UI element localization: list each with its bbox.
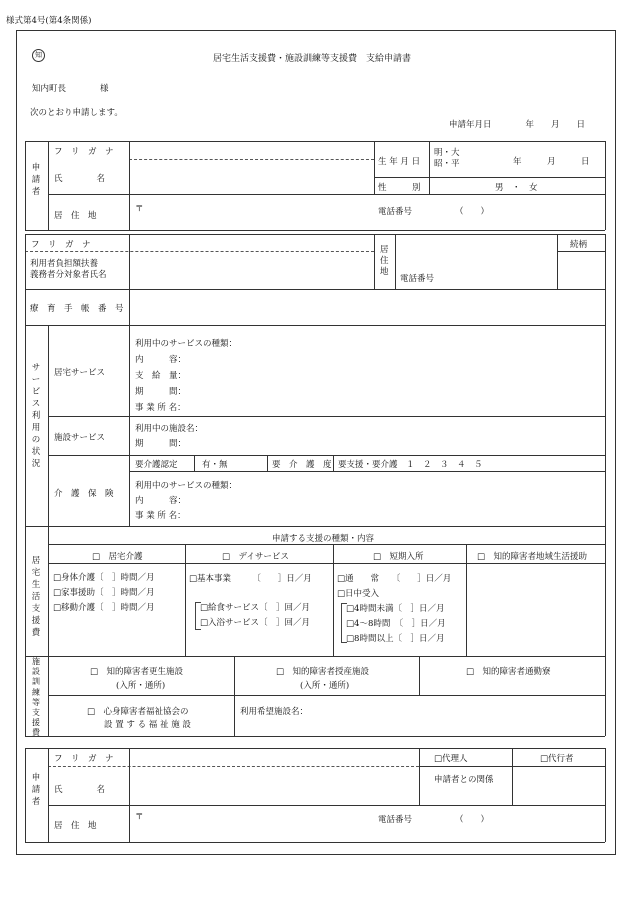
applicant2-furigana-label: フ リ ガ ナ	[54, 754, 114, 764]
col3-sub-item: □4時間未満〔 ］日／月	[346, 604, 445, 614]
facility-opt1: □ 知的障害者更生施設	[90, 667, 184, 677]
col2-title: □ デイサービス	[222, 552, 289, 562]
col2-main: □基本事業 〔 ］日／月	[189, 574, 312, 584]
col1-item: □身体介護〔 ］時間／月	[53, 573, 155, 583]
facility-service-label: 施設サービス	[54, 433, 106, 443]
col3-sub	[346, 602, 446, 647]
seal-mark	[32, 49, 45, 62]
col1-item: □家事援助〔 ］時間／月	[53, 588, 155, 598]
col1-item: □移動介護〔 ］時間／月	[53, 603, 155, 613]
form-title: 居宅生活支援費・施設訓練等支援費 支給申請書	[213, 54, 412, 64]
relation-to-applicant-label: 申請者との関係	[434, 775, 494, 785]
col1-title: □ 居宅介護	[92, 552, 143, 562]
obligor-name-label: 利用者負担額扶養 義務者分対象者氏名	[30, 259, 107, 280]
proxy-checkbox[interactable]: □代理人	[434, 754, 468, 764]
facility-line: 利用中の施設名：	[135, 424, 204, 434]
care-level-value: 要支援・要介護 １ ２ ３ ４ ５	[338, 460, 483, 470]
obligor-phone-label: 電話番号	[400, 274, 435, 284]
care-line: 利用中のサービスの種類：	[135, 481, 238, 491]
seal-char: 知	[32, 49, 45, 62]
applicant-furigana-label: フ リ ガ ナ	[54, 147, 114, 157]
applicant2-section-label: 申請者	[31, 773, 41, 807]
col3-sub-item: □4～8時間 〔 ］日／月	[346, 619, 446, 629]
home-service-lines	[135, 336, 237, 416]
col2-sub-item: □給食サービス〔 ］回／月	[200, 603, 311, 613]
applicant2-phone-parens: （ ）	[455, 815, 490, 825]
home-line: 内 容：	[135, 355, 187, 365]
care-cert-label: 要介護認定	[135, 460, 178, 470]
applicant2-phone-label: 電話番号	[378, 815, 413, 825]
form-number: 様式第4号(第4条関係)	[6, 16, 92, 26]
col2-sub	[200, 601, 310, 631]
applicant2-name-label: 氏 名	[54, 785, 106, 795]
care-cert-value: 有・無	[202, 460, 228, 470]
addressee: 知内町長 様	[32, 84, 109, 94]
service-usage-label: サービス利用の状況	[31, 363, 41, 469]
home-line: 期 間：	[135, 387, 187, 397]
col3-main: □通 常 〔 ］日／月	[337, 574, 452, 584]
facility-service-lines	[135, 422, 203, 452]
care-line: 内 容：	[135, 496, 187, 506]
care-lines	[135, 479, 237, 524]
applicant-phone-label: 電話番号	[378, 207, 413, 217]
col2-sub-item: □入浴サービス〔 ］回／月	[200, 618, 311, 628]
birth-era: 明・大 昭・平	[434, 148, 460, 169]
birth-ymd: 年 月 日	[513, 157, 590, 167]
facility-opt2: □ 知的障害者授産施設	[276, 667, 370, 677]
facility-opt2-sub: (入所・通所)	[300, 681, 350, 691]
care-level-label: 要 介 護 度	[272, 460, 332, 470]
obligor-residence-label: 居 住 地	[380, 245, 389, 277]
facility-opt1-sub: (入所・通所)	[116, 681, 166, 691]
care-line: 事 業 所 名：	[135, 511, 186, 521]
agent-checkbox[interactable]: □代行者	[540, 754, 574, 764]
relation-label: 続柄	[570, 240, 588, 250]
col3-sub-item: □8時間以上〔 ］日／月	[346, 634, 445, 644]
obligor-furigana-label: フ リ ガ ナ	[31, 240, 91, 250]
home-support-label: 居宅生活支援費	[31, 556, 41, 638]
birthdate-label: 生 年 月 日	[378, 157, 421, 167]
facility-line: 期 間：	[135, 439, 187, 449]
applicant2-address-label: 居 住 地	[54, 821, 97, 831]
facility-support-label: 施設訓練等支援費	[32, 657, 40, 738]
intro-text: 次のとおり申請します。	[30, 108, 123, 118]
facility-opt4-line2: 設 置 す る 福 祉 施 設	[104, 720, 191, 730]
care-insurance-label: 介 護 保 険	[54, 489, 114, 499]
home-line: 利用中のサービスの種類：	[135, 339, 238, 349]
col3-title: □ 短期入所	[373, 552, 424, 562]
col4-title: □ 知的障害者地域生活援助	[477, 552, 588, 562]
home-line: 支 給 量：	[135, 371, 187, 381]
facility-opt4-line1: □ 心身障害者福祉協会の	[87, 707, 189, 717]
desired-facility-label: 利用希望施設名：	[240, 707, 309, 717]
ryoiku-label: 療 育 手 帳 番 号	[30, 304, 124, 314]
application-date: 申請年月日 年 月 日	[449, 120, 586, 130]
col3-day: □日中受入	[337, 589, 380, 599]
applicant-section-label: 申請者	[31, 163, 41, 197]
applicant-phone-parens: （ ）	[455, 207, 490, 217]
postal-mark: 〒	[135, 204, 144, 214]
gender-label: 性 別	[378, 183, 421, 193]
applicant-name-label: 氏 名	[54, 174, 106, 184]
support-header: 申請する支援の種類・内容	[272, 534, 375, 544]
gender-options: 男 ・ 女	[495, 183, 538, 193]
applicant-address-label: 居 住 地	[54, 211, 97, 221]
applicant2-postal-mark: 〒	[135, 812, 144, 822]
home-line: 事 業 所 名：	[135, 403, 186, 413]
facility-opt3: □ 知的障害者通勤寮	[466, 667, 551, 677]
home-service-label: 居宅サービス	[54, 368, 106, 378]
col1-items	[53, 571, 155, 616]
